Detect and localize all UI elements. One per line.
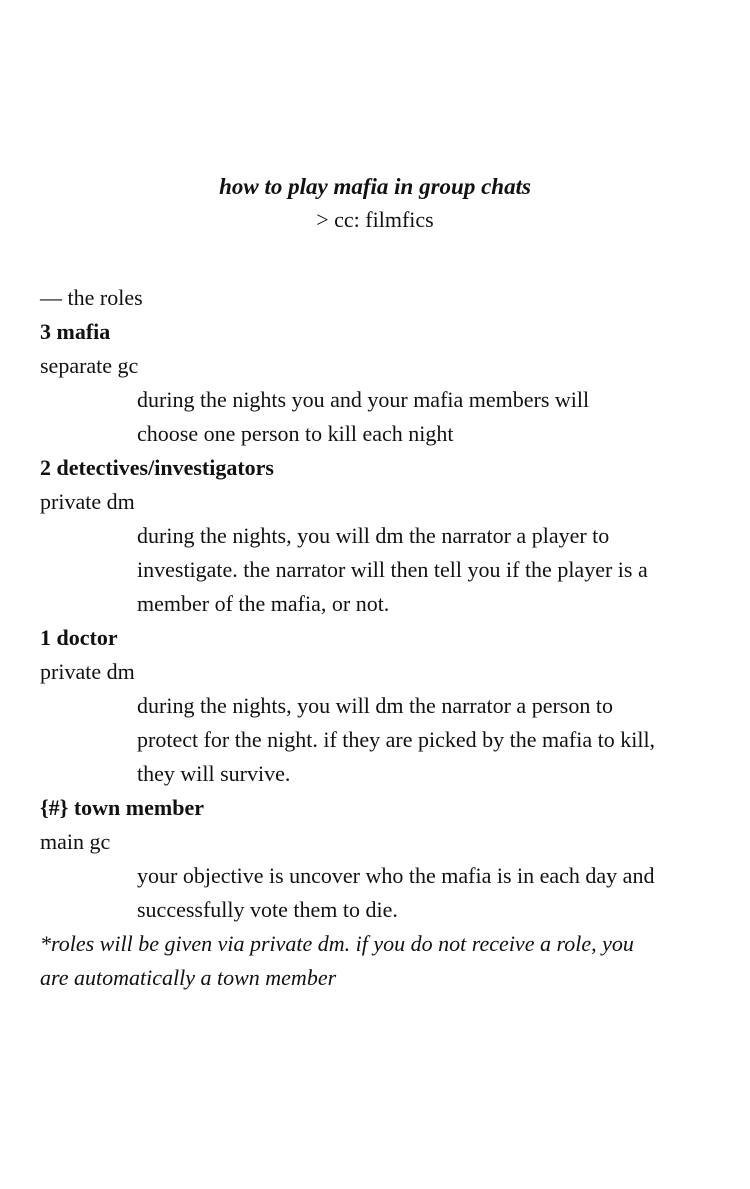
roles-content bbox=[40, 283, 730, 997]
role-channel-town-member: main gc bbox=[40, 829, 111, 854]
role-name-mafia: 3 mafia bbox=[40, 319, 111, 344]
role-channel-mafia: separate gc bbox=[40, 353, 139, 378]
role-description-line: successfully vote them to die. bbox=[137, 897, 398, 922]
role-name-detectives: 2 detectives/investigators bbox=[40, 455, 274, 480]
role-name-doctor: 1 doctor bbox=[40, 625, 118, 650]
credit-line: > cc: filmfics bbox=[316, 207, 434, 232]
role-description-line: they will survive. bbox=[137, 761, 291, 786]
role-name-town-member: {#} town member bbox=[40, 795, 204, 820]
role-channel-detectives: private dm bbox=[40, 489, 135, 514]
role-description-line: your objective is uncover who the mafia is in each day and bbox=[137, 863, 655, 888]
role-description-line: choose one person to kill each night bbox=[137, 421, 454, 446]
document-title: how to play mafia in group chats bbox=[219, 174, 531, 199]
role-description-line: protect for the night. if they are picked by the mafia to kill, bbox=[137, 727, 656, 752]
role-channel-doctor: private dm bbox=[40, 659, 135, 684]
role-description-line: member of the mafia, or not. bbox=[137, 591, 390, 616]
footnote-line: are automatically a town member bbox=[40, 965, 337, 990]
role-description-line: during the nights, you will dm the narrator a player to bbox=[137, 523, 610, 548]
role-description-line: during the nights you and your mafia members will bbox=[137, 387, 590, 412]
role-description-line: during the nights, you will dm the narrator a person to bbox=[137, 693, 613, 718]
role-description-line: investigate. the narrator will then tell you if the player is a bbox=[137, 557, 648, 582]
footnote-line: *roles will be given via private dm. if you do not receive a role, you bbox=[40, 931, 634, 956]
section-header: — the roles bbox=[40, 285, 143, 310]
